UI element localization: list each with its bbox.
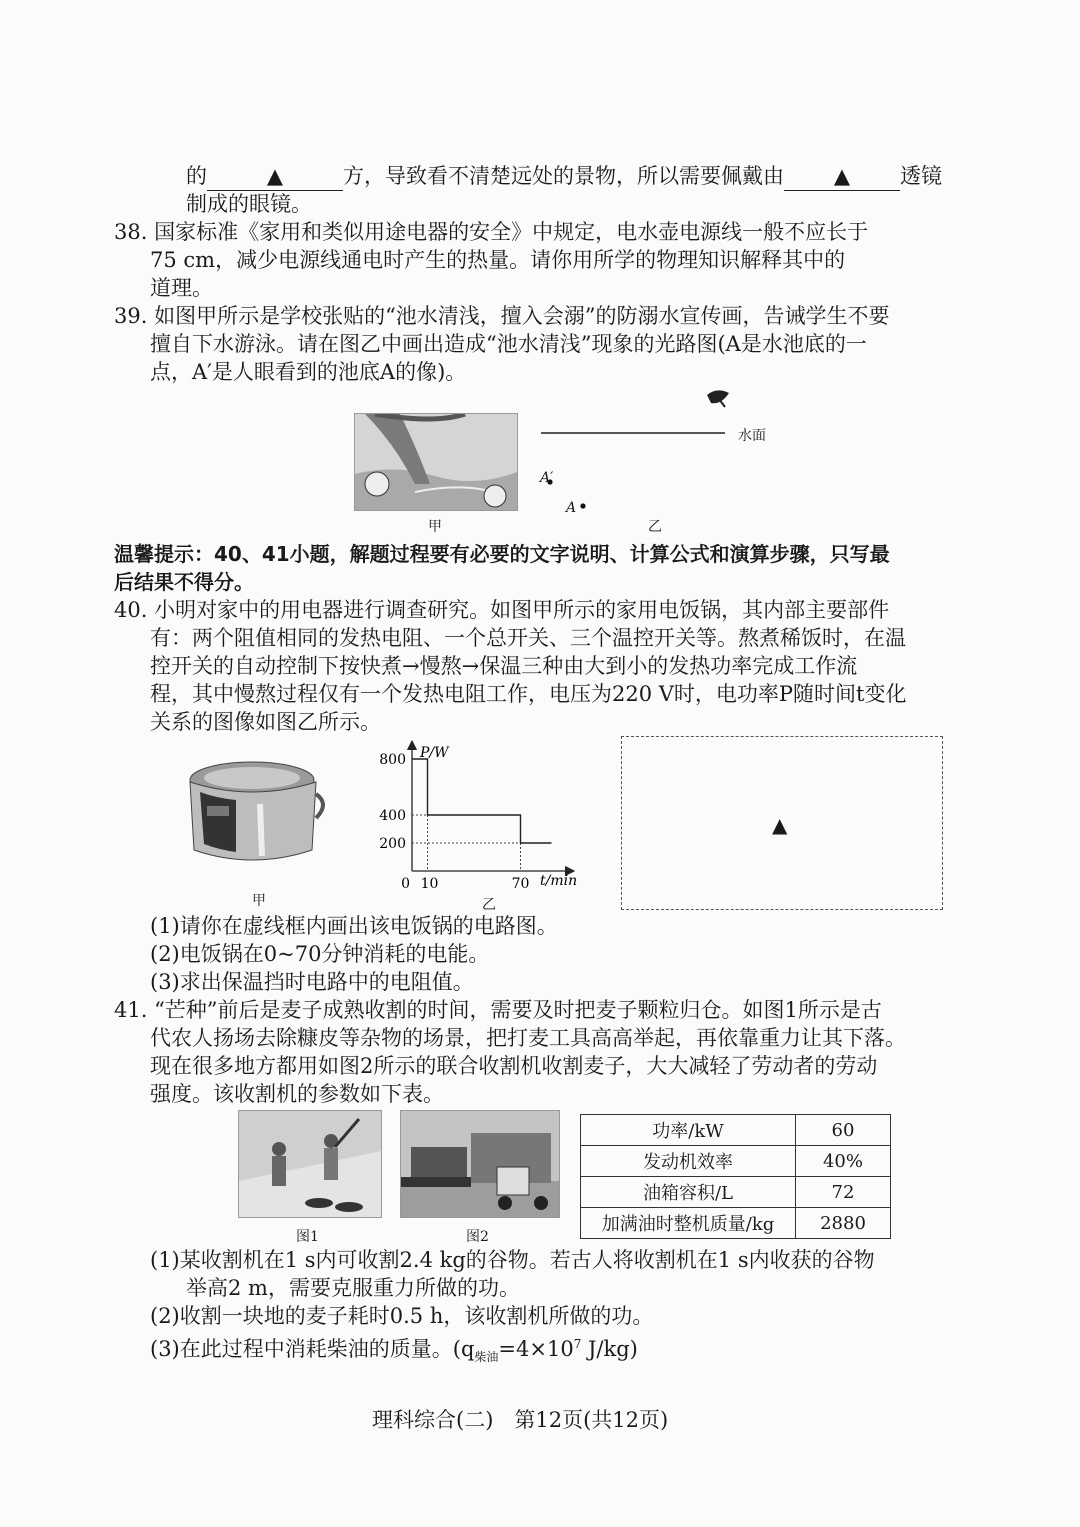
- param-value: 72: [796, 1177, 891, 1208]
- x-tick-label: 0: [401, 876, 410, 892]
- eye-icon: [707, 390, 729, 407]
- param-value: 40%: [796, 1146, 891, 1177]
- table-row: [581, 1177, 891, 1208]
- tip-line1: 温馨提示：40、41小题，解题过程要有必要的文字说明、计算公式和演算步骤，只写最: [114, 542, 890, 566]
- q37-line1: 的 ▲ 方，导致看不清楚远处的景物，所以需要佩戴由 ▲ 透镜: [186, 162, 942, 191]
- param-value: 60: [796, 1115, 891, 1146]
- poster-drawing: [355, 414, 517, 510]
- tip-line2: 后结果不得分。: [114, 570, 254, 594]
- y-tick-label: 400: [379, 808, 406, 824]
- param-name: 加满油时整机质量/kg: [581, 1208, 796, 1239]
- param-name: 功率/kW: [581, 1115, 796, 1146]
- page-footer: 理科综合(二) 第12页(共12页): [372, 1408, 669, 1432]
- answer-blank: ▲: [784, 162, 900, 191]
- point-a: [580, 503, 585, 508]
- table-row: [581, 1115, 891, 1146]
- poster-illustration: [354, 413, 518, 511]
- answer-blank: ▲: [207, 162, 343, 191]
- q40-sub3: (3)求出保温挡时电路中的电阻值。: [150, 970, 474, 994]
- power-series-line: [412, 759, 552, 843]
- table-row: [581, 1146, 891, 1177]
- q39-line3: 点，A′是人眼看到的池底A的像)。: [150, 360, 467, 384]
- caption-yi: 乙: [648, 519, 662, 535]
- power-time-chart: [370, 735, 590, 905]
- q41-sub2: (2)收割一块地的麦子耗时0.5 h，该收割机所做的功。: [150, 1304, 654, 1328]
- param-name: 发动机效率: [581, 1146, 796, 1177]
- x-tick-label: 70: [511, 876, 530, 892]
- q40-line5: 关系的图像如图乙所示。: [150, 710, 381, 734]
- param-name: 油箱容积/L: [581, 1177, 796, 1208]
- q39-line2: 擅自下水游泳。请在图乙中画出造成“池水清浅”现象的光路图(A是水池底的一: [150, 332, 867, 356]
- q41-sub3: (3)在此过程中消耗柴油的质量。($q_{柴油}=4\times 10^7$ J/kg): [150, 1337, 638, 1365]
- x-axis-label: t/min: [540, 873, 578, 889]
- q41-line4: 强度。该收割机的参数如下表。: [150, 1082, 444, 1106]
- q41-sub1a: (1)某收割机在1 s内可收割2.4 kg的谷物。若古人将收割机在1 s内收获的谷物: [150, 1248, 875, 1272]
- q40-line2: 有：两个阻值相同的发热电阻、一个总开关、三个温控开关等。熬煮稀饭时，在温: [150, 626, 906, 650]
- label-a-prime: A′: [540, 470, 554, 486]
- harvester-photo: [400, 1110, 560, 1218]
- winnowing-photo: [238, 1110, 382, 1218]
- caption-cooker-jia: 甲: [252, 893, 266, 909]
- y-axis-label: P/W: [420, 745, 449, 761]
- caption-chart-yi: 乙: [482, 897, 496, 913]
- q38-line2: 75 cm，减少电源线通电时产生的热量。请你用所学的物理知识解释其中的: [150, 248, 846, 272]
- caption-jia: 甲: [428, 519, 442, 535]
- q41-line1: 41. “芒种”前后是麦子成熟收割的时间，需要及时把麦子颗粒归仓。如图1所示是古: [114, 998, 882, 1022]
- q40-line4: 程，其中慢熬过程仅有一个发热电阻工作，电压为220 V时，电功率P随时间t变化: [150, 682, 907, 706]
- harvester-params-table: [580, 1114, 891, 1239]
- q37-line2: 制成的眼镜。: [186, 192, 312, 216]
- q41-line3: 现在很多地方都用如图2所示的联合收割机收割麦子，大大减轻了劳动者的劳动: [150, 1054, 878, 1078]
- q38-line1: 38. 国家标准《家用和类似用途电器的安全》中规定，电水壶电源线一般不应长于: [114, 220, 869, 244]
- label-a: A: [566, 500, 577, 516]
- caption-fig1: 图1: [296, 1229, 319, 1245]
- q40-sub1: (1)请你在虚线框内画出该电饭锅的电路图。: [150, 914, 558, 938]
- param-value: 2880: [796, 1208, 891, 1239]
- q40-line3: 控开关的自动控制下按快煮→慢熬→保温三种由大到小的发热功率完成工作流: [150, 654, 858, 678]
- rice-cooker-photo: [180, 758, 330, 870]
- water-surface-label: 水面: [738, 428, 766, 444]
- answer-mark: ▲: [772, 813, 788, 837]
- q40-line1: 40. 小明对家中的用电器进行调查研究。如图甲所示的家用电饭锅，其内部主要部件: [114, 598, 890, 622]
- q39-line1: 39. 如图甲所示是学校张贴的“池水清浅，擅入会溺”的防溺水宣传画，告诫学生不要: [114, 304, 890, 328]
- table-row: [581, 1208, 891, 1239]
- x-tick-label: 10: [420, 876, 439, 892]
- y-tick-label: 200: [379, 836, 406, 852]
- y-tick-label: 800: [379, 752, 406, 768]
- q41-sub1b: 举高2 m，需要克服重力所做的功。: [186, 1276, 520, 1300]
- q40-sub2: (2)电饭锅在0~70分钟消耗的电能。: [150, 942, 490, 966]
- caption-fig2: 图2: [466, 1229, 489, 1245]
- q38-line3: 道理。: [150, 276, 213, 300]
- circuit-answer-box: [621, 736, 943, 910]
- q41-line2: 代农人扬场去除糠皮等杂物的场景，把打麦工具高高举起，再依靠重力让其下落。: [150, 1026, 906, 1050]
